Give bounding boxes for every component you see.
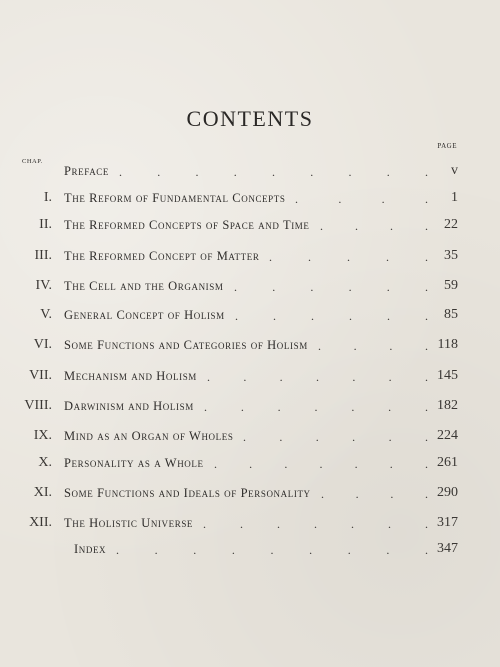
chapter-number: VIII. <box>24 398 52 413</box>
chapter-number: IX. <box>33 428 52 443</box>
dot-leader: . . . . . <box>269 250 428 264</box>
chapter-title: Darwinism and Holism <box>64 399 194 413</box>
dot-leader: . . . . . . . . . <box>116 543 428 557</box>
page-number: 85 <box>444 307 458 322</box>
page-number: 1 <box>451 190 458 205</box>
chapter-title: Some Functions and Ideals of Personality <box>64 486 311 500</box>
chapter-number: II. <box>39 217 52 232</box>
toc-entry <box>0 163 500 183</box>
dot-leader: . . . . . . <box>243 430 428 444</box>
dot-leader: . . . . <box>321 487 428 501</box>
page-number: 59 <box>444 278 458 293</box>
chapter-title: Personality as a Whole <box>64 456 204 470</box>
page-number: 118 <box>437 337 458 352</box>
toc-entry <box>0 541 500 561</box>
chapter-number: VI. <box>33 337 52 352</box>
chapter-title: General Concept of Holism <box>64 308 225 322</box>
toc-entry <box>0 428 500 448</box>
chapter-title: Preface <box>64 164 109 178</box>
dot-leader: . . . . . . . . . <box>119 165 428 179</box>
dot-leader: . . . . . . . <box>214 457 428 471</box>
page-number: 22 <box>444 217 458 232</box>
toc-entry <box>0 515 500 535</box>
chapter-title: The Reformed Concept of Matter <box>64 249 260 263</box>
page-number: 347 <box>437 541 458 556</box>
chapter-number: III. <box>34 248 52 263</box>
chapter-title: The Holistic Universe <box>64 516 194 530</box>
chapter-title: Index <box>74 542 107 556</box>
dot-leader: . . . . . . . <box>207 370 428 384</box>
chapter-number: XI. <box>33 485 52 500</box>
page-number: 182 <box>437 398 458 413</box>
chapter-number: X. <box>38 455 52 470</box>
toc-entry <box>0 455 500 475</box>
chapter-number: V. <box>40 307 52 322</box>
chapter-title: Mechanism and Holism <box>64 369 197 383</box>
chapter-number: VII. <box>29 368 52 383</box>
chapter-title: Mind as an Organ of Wholes <box>64 429 234 443</box>
toc-entry <box>0 368 500 388</box>
page-column-header: PAGE <box>437 142 457 150</box>
toc-entry <box>0 307 500 327</box>
dot-leader: . . . . . . <box>234 280 428 294</box>
page-number: 224 <box>437 428 458 443</box>
dot-leader: . . . . <box>295 192 428 206</box>
chapter-number: I. <box>43 190 52 205</box>
toc-entry <box>0 278 500 298</box>
chapter-title: The Reform of Fundamental Concepts <box>64 191 286 205</box>
toc-entry <box>0 337 500 357</box>
toc-entry <box>0 248 500 268</box>
toc-entry <box>0 190 500 210</box>
page-number: 145 <box>437 368 458 383</box>
toc-entry <box>0 398 500 418</box>
dot-leader: . . . . . . <box>235 309 428 323</box>
toc-entry <box>0 485 500 505</box>
chapter-title: The Reformed Concepts of Space and Time <box>64 218 310 232</box>
chapter-number: IV. <box>35 278 52 293</box>
dot-leader: . . . . . . . <box>203 517 428 531</box>
dot-leader: . . . . <box>320 219 428 233</box>
page-number: 317 <box>437 515 458 530</box>
page-number: 261 <box>437 455 458 470</box>
chapter-number: XII. <box>29 515 52 530</box>
toc-entry <box>0 217 500 237</box>
page-title: CONTENTS <box>186 106 314 131</box>
dot-leader: . . . . . . . <box>204 400 428 414</box>
chapter-title: The Cell and the Organism <box>64 279 224 293</box>
chapter-column-header: CHAP. <box>22 158 43 165</box>
page-number: 290 <box>437 485 458 500</box>
dot-leader: . . . . <box>318 339 428 353</box>
page-number: v <box>451 163 458 178</box>
chapter-title: Some Functions and Categories of Holism <box>64 338 308 352</box>
page-number: 35 <box>444 248 458 263</box>
